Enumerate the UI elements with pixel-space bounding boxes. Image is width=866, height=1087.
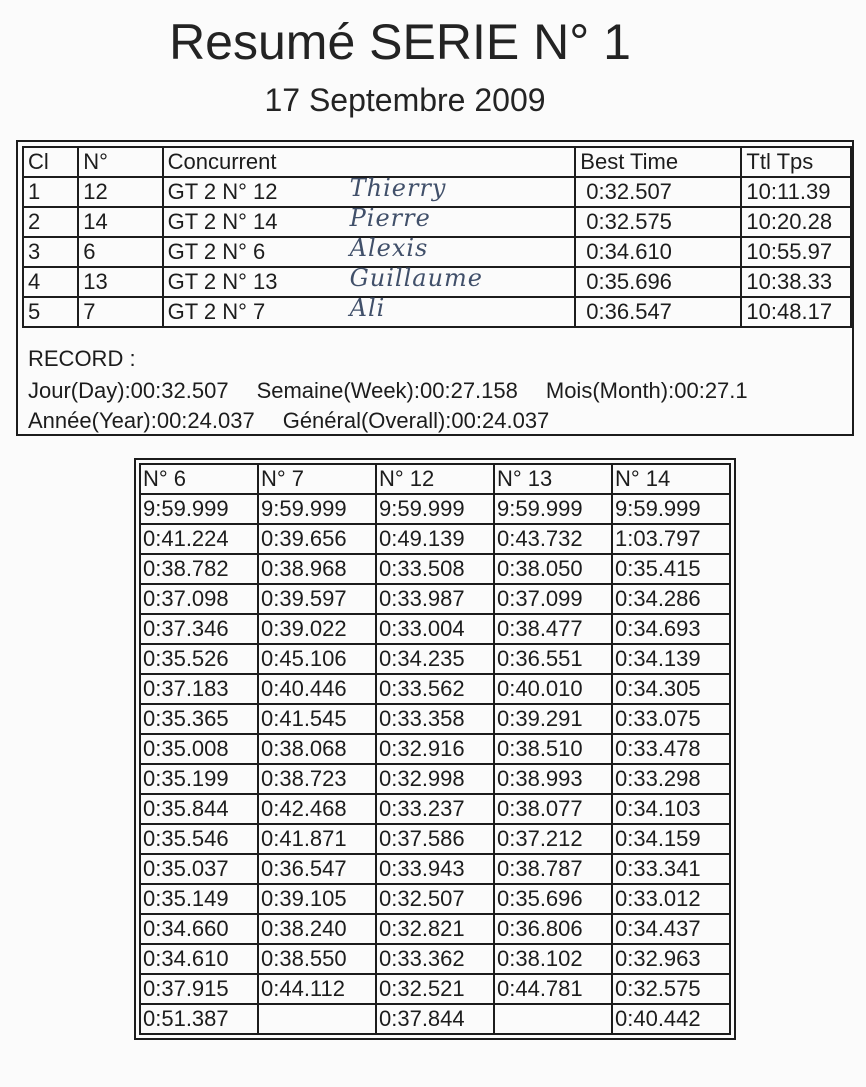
results-row xyxy=(23,177,851,207)
results-cell-concurrent xyxy=(163,174,576,207)
record-line-1 xyxy=(28,376,776,406)
lap-time-cell: 0:38.550 xyxy=(258,944,376,974)
lap-time-cell: 0:34.103 xyxy=(612,794,730,824)
lap-time-cell: 0:33.012 xyxy=(612,884,730,914)
lap-time-cell: 0:33.358 xyxy=(376,704,494,734)
concurrent-name: GT 2 N° 6 xyxy=(167,239,266,264)
lap-time-cell: 0:34.305 xyxy=(612,674,730,704)
concurrent-name: GT 2 N° 13 xyxy=(167,269,278,294)
lap-time-cell: 0:39.291 xyxy=(494,704,612,734)
results-cell-num: 7 xyxy=(78,297,162,327)
record-label: RECORD : xyxy=(28,346,136,371)
results-cell-cl: 1 xyxy=(23,177,78,207)
results-cell-concurrent xyxy=(163,204,576,237)
lap-row xyxy=(140,884,730,914)
lap-row xyxy=(140,704,730,734)
lap-time-cell: 0:38.968 xyxy=(258,554,376,584)
lap-time-cell: 0:41.871 xyxy=(258,824,376,854)
lap-time-cell: 0:34.610 xyxy=(140,944,258,974)
lap-time-cell: 0:44.781 xyxy=(494,974,612,1004)
record-line-2 xyxy=(28,406,577,436)
results-cell-cl: 3 xyxy=(23,237,78,267)
results-cell-num: 12 xyxy=(78,177,162,207)
lap-time-cell: 0:34.159 xyxy=(612,824,730,854)
results-row xyxy=(23,297,851,327)
lap-header-cell: N° 7 xyxy=(258,464,376,494)
lap-time-cell: 0:42.468 xyxy=(258,794,376,824)
handwritten-driver-name: Alexis xyxy=(349,234,429,262)
record-day: Jour(Day):00:32.507 xyxy=(28,378,229,403)
lap-time-cell: 0:37.183 xyxy=(140,674,258,704)
lap-time-cell xyxy=(258,1004,376,1034)
lap-time-cell: 0:39.105 xyxy=(258,884,376,914)
lap-time-cell: 0:39.656 xyxy=(258,524,376,554)
results-cell-num: 13 xyxy=(78,267,162,297)
lap-time-cell: 9:59.999 xyxy=(612,494,730,524)
lap-time-cell: 0:35.526 xyxy=(140,644,258,674)
results-cell-total: 10:48.17 xyxy=(741,297,851,327)
lap-time-cell: 0:33.943 xyxy=(376,854,494,884)
lap-time-cell: 9:59.999 xyxy=(494,494,612,524)
lap-row xyxy=(140,824,730,854)
lap-time-cell: 0:33.075 xyxy=(612,704,730,734)
results-cell-total: 10:38.33 xyxy=(741,267,851,297)
lap-time-cell: 0:38.102 xyxy=(494,944,612,974)
lap-row xyxy=(140,854,730,884)
results-row xyxy=(23,237,851,267)
record-overall: Général(Overall):00:24.037 xyxy=(282,408,550,433)
handwritten-driver-name: Ali xyxy=(349,294,386,322)
lap-time-cell: 0:33.298 xyxy=(612,764,730,794)
lap-time-cell: 0:34.660 xyxy=(140,914,258,944)
handwritten-driver-name: Pierre xyxy=(349,204,431,232)
lap-row xyxy=(140,524,730,554)
lap-time-cell: 9:59.999 xyxy=(376,494,494,524)
lap-time-cell: 0:34.286 xyxy=(612,584,730,614)
lap-row xyxy=(140,494,730,524)
lap-header-cell: N° 12 xyxy=(376,464,494,494)
results-cell-total: 10:55.97 xyxy=(741,237,851,267)
handwritten-driver-name: Guillaume xyxy=(349,264,484,292)
results-cell-best: 0:34.610 xyxy=(575,237,741,267)
lap-time-cell: 0:33.508 xyxy=(376,554,494,584)
concurrent-name: GT 2 N° 14 xyxy=(167,209,278,234)
page-title: Resumé SERIE N° 1 xyxy=(169,14,631,70)
lap-time-cell: 0:49.139 xyxy=(376,524,494,554)
lap-time-cell: 0:45.106 xyxy=(258,644,376,674)
results-table xyxy=(22,146,852,328)
lap-row xyxy=(140,914,730,944)
lap-row xyxy=(140,584,730,614)
page-date: 17 Septembre 2009 xyxy=(264,82,546,118)
lap-time-cell: 1:03.797 xyxy=(612,524,730,554)
lap-time-cell: 0:37.098 xyxy=(140,584,258,614)
lap-header-cell: N° 13 xyxy=(494,464,612,494)
results-row xyxy=(23,207,851,237)
lap-header-row xyxy=(140,464,730,494)
lap-time-cell: 9:59.999 xyxy=(258,494,376,524)
results-cell-total: 10:20.28 xyxy=(741,207,851,237)
lap-time-cell: 0:35.546 xyxy=(140,824,258,854)
record-month: Mois(Month):00:27.1 xyxy=(545,378,748,403)
lap-time-cell: 0:33.341 xyxy=(612,854,730,884)
lap-time-cell: 0:32.998 xyxy=(376,764,494,794)
lap-time-cell: 0:35.365 xyxy=(140,704,258,734)
lap-time-cell: 0:33.562 xyxy=(376,674,494,704)
lap-header-cell: N° 14 xyxy=(612,464,730,494)
results-cell-best: 0:36.547 xyxy=(575,297,741,327)
results-header-row xyxy=(23,147,851,177)
concurrent-name: GT 2 N° 12 xyxy=(167,179,278,204)
results-cell-best: 0:35.696 xyxy=(575,267,741,297)
lap-time-cell: 0:35.037 xyxy=(140,854,258,884)
lap-time-cell: 0:33.478 xyxy=(612,734,730,764)
results-cell-num: 6 xyxy=(78,237,162,267)
lap-time-cell: 0:32.521 xyxy=(376,974,494,1004)
results-header-cell: Concurrent xyxy=(163,147,576,177)
lap-time-cell: 9:59.999 xyxy=(140,494,258,524)
results-row xyxy=(23,267,851,297)
results-cell-total: 10:11.39 xyxy=(741,177,851,207)
lap-time-cell: 0:35.696 xyxy=(494,884,612,914)
results-cell-best: 0:32.575 xyxy=(575,207,741,237)
lap-time-cell: 0:32.507 xyxy=(376,884,494,914)
lap-time-cell: 0:38.240 xyxy=(258,914,376,944)
lap-row xyxy=(140,644,730,674)
lap-time-cell: 0:33.987 xyxy=(376,584,494,614)
results-cell-best: 0:32.507 xyxy=(575,177,741,207)
lap-time-cell: 0:34.693 xyxy=(612,614,730,644)
lap-time-cell: 0:37.586 xyxy=(376,824,494,854)
lap-time-cell: 0:35.008 xyxy=(140,734,258,764)
results-cell-concurrent xyxy=(163,264,576,297)
lap-row xyxy=(140,1004,730,1034)
results-cell-cl: 2 xyxy=(23,207,78,237)
lap-time-cell: 0:32.575 xyxy=(612,974,730,1004)
results-cell-concurrent xyxy=(163,234,576,267)
lap-time-cell: 0:44.112 xyxy=(258,974,376,1004)
lap-time-cell: 0:35.415 xyxy=(612,554,730,584)
lap-time-cell: 0:33.362 xyxy=(376,944,494,974)
lap-times-table xyxy=(139,463,731,1035)
lap-time-cell: 0:34.235 xyxy=(376,644,494,674)
lap-time-cell: 0:35.199 xyxy=(140,764,258,794)
lap-time-cell: 0:38.782 xyxy=(140,554,258,584)
lap-time-cell: 0:51.387 xyxy=(140,1004,258,1034)
lap-time-cell: 0:33.237 xyxy=(376,794,494,824)
lap-time-cell: 0:35.149 xyxy=(140,884,258,914)
lap-time-cell: 0:38.723 xyxy=(258,764,376,794)
lap-time-cell: 0:43.732 xyxy=(494,524,612,554)
lap-time-cell: 0:32.963 xyxy=(612,944,730,974)
lap-time-cell: 0:38.993 xyxy=(494,764,612,794)
lap-row xyxy=(140,764,730,794)
results-header-cell: N° xyxy=(78,147,162,177)
lap-time-cell: 0:38.787 xyxy=(494,854,612,884)
lap-time-cell: 0:36.547 xyxy=(258,854,376,884)
lap-time-cell: 0:35.844 xyxy=(140,794,258,824)
lap-time-cell: 0:41.224 xyxy=(140,524,258,554)
lap-time-cell: 0:37.915 xyxy=(140,974,258,1004)
lap-time-cell: 0:38.068 xyxy=(258,734,376,764)
results-cell-cl: 5 xyxy=(23,297,78,327)
lap-row xyxy=(140,974,730,1004)
results-cell-cl: 4 xyxy=(23,267,78,297)
record-year: Année(Year):00:24.037 xyxy=(28,408,255,433)
lap-times-panel xyxy=(134,458,736,1040)
lap-time-cell: 0:38.077 xyxy=(494,794,612,824)
handwritten-driver-name: Thierry xyxy=(349,174,447,202)
lap-time-cell: 0:38.477 xyxy=(494,614,612,644)
results-header-cell: Best Time xyxy=(575,147,741,177)
lap-time-cell: 0:38.510 xyxy=(494,734,612,764)
lap-time-cell: 0:38.050 xyxy=(494,554,612,584)
lap-time-cell: 0:39.597 xyxy=(258,584,376,614)
lap-row xyxy=(140,794,730,824)
results-header-cell: Ttl Tps xyxy=(741,147,851,177)
concurrent-name: GT 2 N° 7 xyxy=(167,299,266,324)
lap-time-cell: 0:39.022 xyxy=(258,614,376,644)
results-header-cell: Cl xyxy=(23,147,78,177)
lap-row xyxy=(140,614,730,644)
lap-time-cell: 0:41.545 xyxy=(258,704,376,734)
lap-time-cell: 0:32.821 xyxy=(376,914,494,944)
lap-time-cell: 0:34.437 xyxy=(612,914,730,944)
results-summary xyxy=(16,140,854,436)
lap-time-cell: 0:37.099 xyxy=(494,584,612,614)
lap-time-cell: 0:40.010 xyxy=(494,674,612,704)
lap-row xyxy=(140,734,730,764)
lap-row xyxy=(140,554,730,584)
results-cell-num: 14 xyxy=(78,207,162,237)
results-cell-concurrent xyxy=(163,294,576,327)
lap-row xyxy=(140,674,730,704)
lap-time-cell: 0:34.139 xyxy=(612,644,730,674)
lap-time-cell: 0:37.346 xyxy=(140,614,258,644)
lap-time-cell: 0:32.916 xyxy=(376,734,494,764)
lap-time-cell: 0:33.004 xyxy=(376,614,494,644)
lap-header-cell: N° 6 xyxy=(140,464,258,494)
lap-time-cell: 0:37.844 xyxy=(376,1004,494,1034)
lap-time-cell xyxy=(494,1004,612,1034)
lap-time-cell: 0:40.446 xyxy=(258,674,376,704)
lap-time-cell: 0:36.551 xyxy=(494,644,612,674)
lap-time-cell: 0:36.806 xyxy=(494,914,612,944)
lap-row xyxy=(140,944,730,974)
lap-time-cell: 0:37.212 xyxy=(494,824,612,854)
record-week: Semaine(Week):00:27.158 xyxy=(256,378,518,403)
lap-time-cell: 0:40.442 xyxy=(612,1004,730,1034)
